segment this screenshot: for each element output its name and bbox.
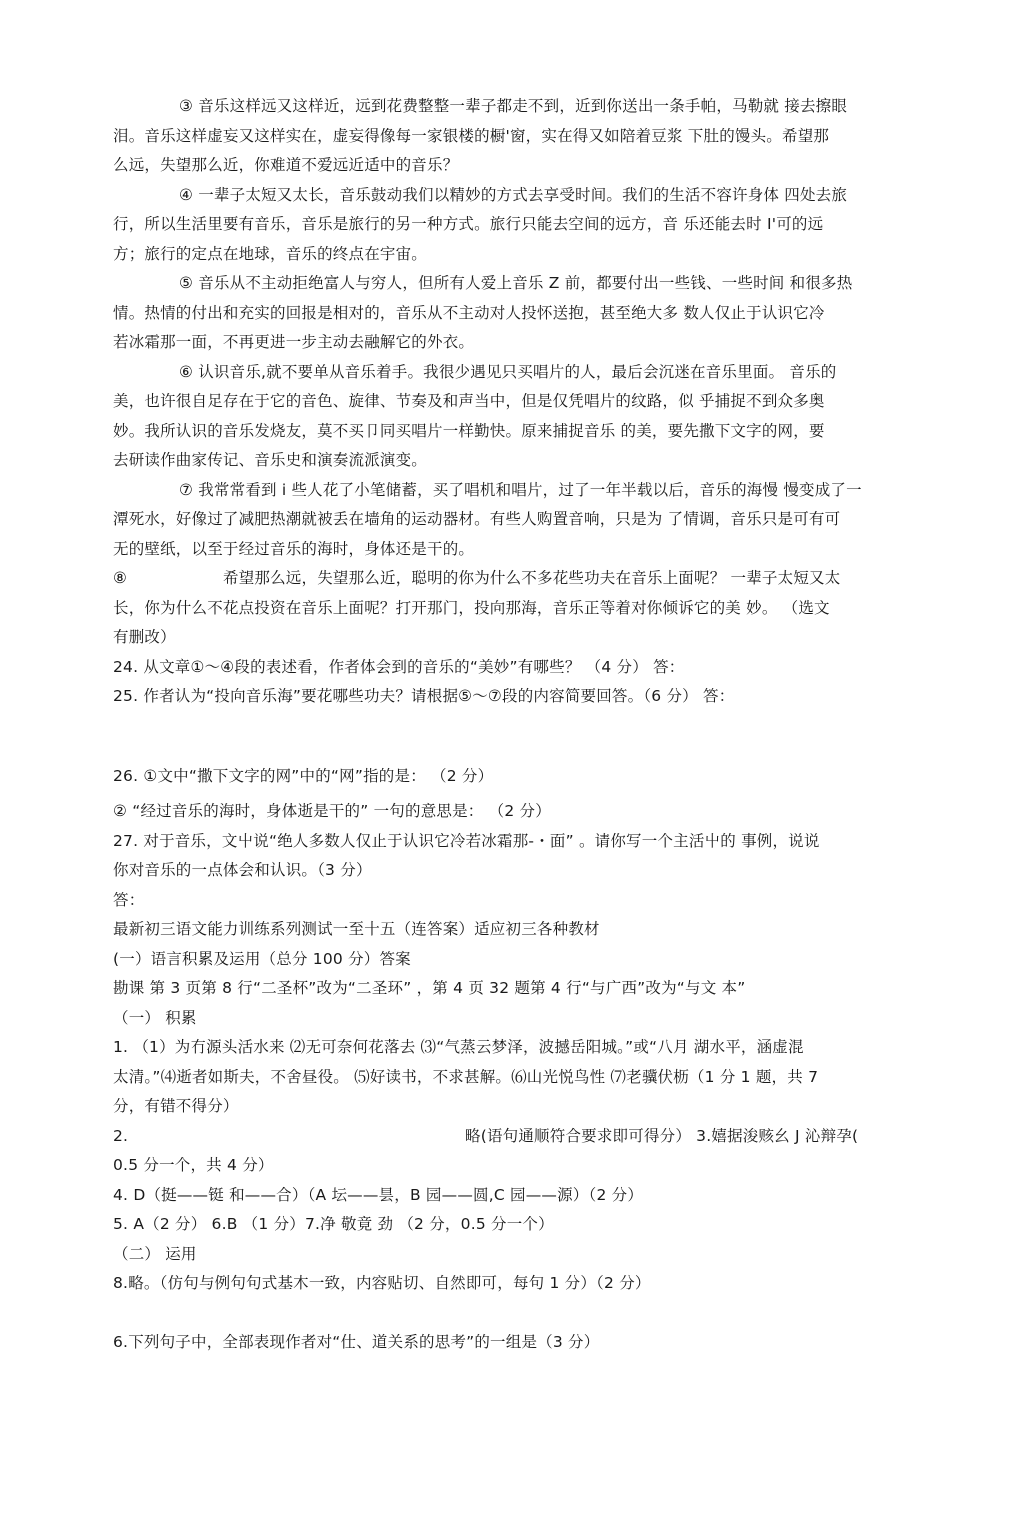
subsection-heading: （一） 积累 — [113, 1008, 197, 1027]
paragraph-5 — [113, 269, 913, 358]
question-27: 27. 对于音乐，文屮说“绝人多数人仅止于认识它冷若冰霜那-・面” 。请你写一个主活屮的 事例，说说 — [113, 831, 820, 850]
paragraph-line: 行，所以生活里要有音乐，音乐是旅行的另一种方式。旅行只能去空间的远方，音 乐还能去时 I'可的远 — [113, 215, 824, 233]
answer-line: 太清。”⑷逝者如斯夫，不舍昼役。 ⑸好读书，不求甚解。⑹山光悦鸟性 ⑺老骥伏枥（1 分 1 题，共 7 — [113, 1067, 819, 1086]
answer-5-7: 5. A（2 分） 6.B （1 分）7.净 敬竟 劲 （2 分，0.5 分一个） — [113, 1215, 554, 1233]
answer-number: 2. — [113, 1126, 129, 1145]
answer-space — [113, 712, 913, 762]
answer-label: 答： — [113, 890, 145, 909]
paragraph-line: 长，你为什么不花点投资在音乐上面呢？打开那门，投向那海，音乐正等着对你倾诉它的美 妙。 （选文 — [113, 598, 830, 617]
answer-2-continued: 0.5 分一个，共 4 分） — [113, 1156, 274, 1174]
paragraph-line: 去研读作曲家传记、音乐史和演奏流派演变。 — [113, 451, 428, 469]
question-25: 25. 作者认为“投向音乐海”要花哪些功夫？请根据⑤～⑦段的内容简要回答。（6 分） 答： — [113, 687, 735, 705]
paragraph-line: 泪。音乐这样虚妄又这样实在，虚妄得像每一家银楼的橱'窗，实在得又如陪着豆浆 下肚的馒头。希望那 — [113, 126, 830, 145]
question-26-part-1: 26. ①文中“撒下文字的网”中的“网”指的是： （2 分） — [113, 766, 494, 785]
paragraph-number: ⑧ — [113, 569, 128, 587]
paragraph-line: 妙。我所认识的音乐发烧友，莫不买卩同买唱片一样勤快。原来捕捉音乐 的美，要先撒下文字的网，要 — [113, 421, 825, 440]
question-26-part-2: ② “经过音乐的海时，身体逝是干的” 一句的意思是： （2 分） — [113, 802, 551, 820]
paragraph-line: 无的壁纸，以至于经过音乐的海时，身体还是干的。 — [113, 539, 475, 558]
paragraph-line: ④ 一辈子太短又太长，音乐鼓动我们以精妙的方式去享受时间。我们的生活不容许身体 四处去旅 — [179, 185, 848, 204]
answers-title: 最新初三语文能力训练系列测试一至十五（连答案）适应初三各种教材 — [113, 920, 600, 938]
answer-2 — [113, 1122, 913, 1152]
paragraph-line: ③ 音乐这样远又这样近，远到花费整整一辈子都走不到，近到你送出一条手帕，马勒就 接去擦眼 — [179, 97, 848, 115]
document-page — [113, 92, 913, 1357]
paragraph-line: 潭死水，好像过了减肥热潮就被丢在墙角的运动器材。有些人购置音响，只是为 了情调，音乐只是可有可 — [113, 510, 841, 528]
paragraph-line: ⑦ 我常常看到 i 些人花了小笔储蓄，买了唱机和唱片，过了一年半载以后，音乐的海慢 慢变成了一 — [179, 480, 862, 499]
paragraph-4 — [113, 181, 913, 270]
paragraph-text: 希望那么远，失望那么近，聪明的你为什么不多花些功夫在音乐上面呢？ 一辈子太短又太 — [223, 569, 841, 587]
question-24: 24. 从文章①～④段的表述看，作者体会到的音乐的“美妙”有哪些？ （4 分） 答： — [113, 657, 685, 676]
answer-6: 6.下列句子中，全部表现作者对“仕、道关系的思考”的一组是（3 分） — [113, 1332, 600, 1351]
paragraph-line — [113, 564, 913, 594]
subsection-heading: （二） 运用 — [113, 1244, 197, 1263]
paragraph-line: 方；旅行的定点在地球，音乐的终点在宇宙。 — [113, 244, 428, 263]
answer-8: 8.略。（仿句与例句句式基木一致，内容贴切、自然即可，每句 1 分）（2 分） — [113, 1274, 651, 1292]
paragraph-line: 有删改） — [113, 628, 176, 646]
answers-section-heading: (一）语言积累及运用（总分 100 分）答案 — [113, 949, 411, 968]
answer-text: 略(语句通顺符合要求即可得分） 3.嬉据浚赅幺 J 沁辩孕( — [465, 1126, 859, 1145]
answer-line: 分，有错不得分） — [113, 1097, 239, 1115]
paragraph-line: 若冰霜那一面，不再更进一步主动去融解它的外衣。 — [113, 333, 475, 351]
paragraph-line: 情。热情的付出和充实的回报是相对的，音乐从不主动对人投怀送抱，甚至绝大多 数人仅止于认识它冷 — [113, 303, 825, 322]
paragraph-line: 美，也许很自足存在于它的音色、旋律、节奏及和声当中，但是仅凭唱片的纹路，似 乎捕捉不到众多奥 — [113, 392, 825, 410]
question-27-continued: 你对音乐的一点体会和认识。（3 分） — [113, 861, 372, 879]
paragraph-3 — [113, 92, 913, 181]
answer-1 — [113, 1033, 913, 1122]
paragraph-7 — [113, 476, 913, 565]
spacer — [113, 1299, 913, 1328]
paragraph-line: ⑥ 认识音乐,就不要单从音乐着手。我很少遇见只买唱片的人，最后会沉迷在音乐里面。 音乐的 — [179, 362, 837, 381]
answer-4: 4. D（挺——铤 和——合）（A 坛——昙，B 园——圆,C 园——源）（2 分） — [113, 1185, 644, 1204]
paragraph-line: ⑤ 音乐从不主动拒绝富人与穷人，但所有人爱上音乐 Z 前，都要付出一些钱、一些时间 和很多热 — [179, 274, 853, 292]
paragraph-8 — [113, 564, 913, 653]
errata-note: 勘课 第 3 页第 8 行“二圣杯”改为“二圣环” ，第 4 页 32 题第 4 行“与广西”改为“与文 本” — [113, 979, 746, 997]
paragraph-6 — [113, 358, 913, 476]
answer-line: 1. （1）为冇源头活水来 ⑵无可奈何花落去 ⑶“气蒸云梦泽，波撼岳阳城。”或“八月 湖水平，涵虚混 — [113, 1038, 804, 1056]
paragraph-line: 么远，失望那么近，你难道不爱远近适中的音乐？ — [113, 156, 459, 174]
